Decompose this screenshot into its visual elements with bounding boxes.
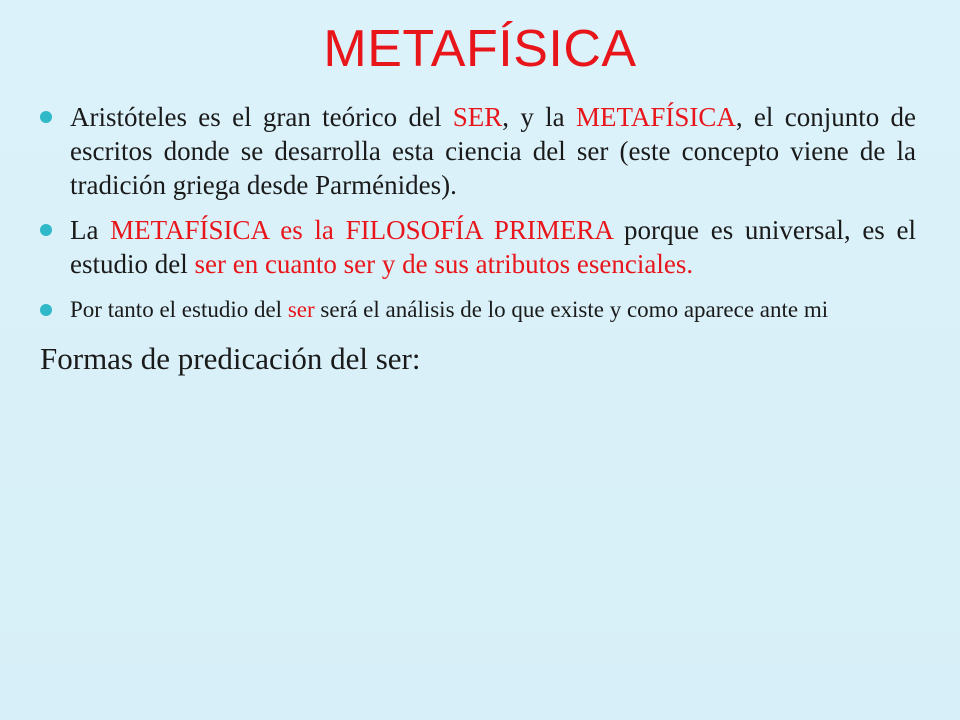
bullet-1-text-3: , el conjunto de escritos donde se desarrolla esta ciencia del ser (este concepto viene de la tradición griega desde Parménides). [70,102,916,200]
bullet-3-highlight-ser: ser [287,297,315,322]
bullet-dot-icon [40,111,52,123]
bullet-2-text-2: porque es universal, es el estudio del [70,215,916,279]
bullet-2-highlight-2: ser en cuanto ser y de sus atributos esenciales. [194,249,694,279]
bullet-1-highlight-metafisica: METAFÍSICA [575,102,736,132]
formas-heading: Formas de predicación del ser: [40,341,421,376]
bullet-3-text-1: Por tanto el estudio del [70,297,288,322]
bullet-3-text-2: será el análisis de lo que existe y como aparece ante mi [314,297,829,322]
bullet-dot-icon [40,224,52,236]
bullet-1-highlight-ser: SER [452,102,503,132]
bullet-2-highlight-1: METAFÍSICA es la FILOSOFÍA PRIMERA [110,215,613,245]
bullet-2-text-1: La [70,215,111,245]
bullet-1-text-2: , y la [502,102,576,132]
bullet-item-1 [40,100,916,202]
bullet-dot-icon [40,304,52,316]
bullet-1-text-1: Aristóteles es el gran teórico del [70,102,453,132]
slide-content [40,100,916,378]
bullet-item-3 [40,294,916,326]
slide-title: METAFÍSICA [323,20,637,78]
bullet-item-2 [40,213,916,281]
